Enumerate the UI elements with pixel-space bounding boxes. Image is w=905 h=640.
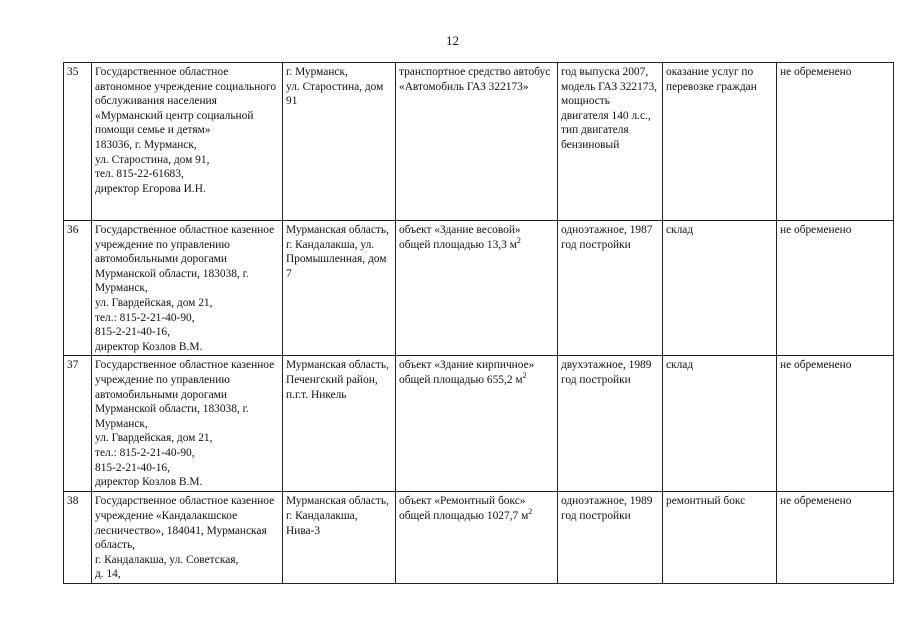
use-cell: склад bbox=[663, 221, 777, 356]
encumbrance-cell: не обременено bbox=[777, 221, 894, 356]
organization-cell: Государственное областное казенное учреждение «Кандалакшское лесничество», 184041, Мурманская область, г. Кандалакша, ул. Советская, д. 14, bbox=[92, 492, 283, 584]
characteristics-cell: одноэтажное, 1989 год постройки bbox=[558, 492, 663, 584]
object-unit-superscript: 2 bbox=[516, 235, 521, 245]
use-cell: ремонтный бокс bbox=[663, 492, 777, 584]
object-text: транспортное средство автобус «Автомобиль ГАЗ 322173» bbox=[399, 66, 551, 93]
object-cell bbox=[396, 492, 558, 584]
encumbrance-cell: не обременено bbox=[777, 63, 894, 221]
organization-cell: Государственное областное казенное учреждение по управлению автомобильными дорогами Мурманской области, 183038, г. Мурманск, ул. Гвардейская, дом 21, тел.: 815-2-21-40-90, 815-2-21-40-16, директор Козлов В.М. bbox=[92, 221, 283, 356]
address-cell: Мурманская область, Печенгский район, п.г.т. Никель bbox=[283, 356, 396, 492]
page-number: 12 bbox=[446, 33, 459, 48]
characteristics-cell: год выпуска 2007, модель ГАЗ 322173, мощность двигателя 140 л.с., тип двигателя бензиновый bbox=[558, 63, 663, 221]
characteristics-cell: одноэтажное, 1987 год постройки bbox=[558, 221, 663, 356]
encumbrance-cell: не обременено bbox=[777, 356, 894, 492]
object-unit-superscript: 2 bbox=[528, 507, 533, 517]
encumbrance-cell: не обременено bbox=[777, 492, 894, 584]
object-cell bbox=[396, 356, 558, 492]
characteristics-cell: двухэтажное, 1989 год постройки bbox=[558, 356, 663, 492]
table-row bbox=[64, 356, 894, 492]
address-cell: г. Мурманск, ул. Старостина, дом 91 bbox=[283, 63, 396, 221]
organization-cell: Государственное областное казенное учреждение по управлению автомобильными дорогами Мурманской области, 183038, г. Мурманск, ул. Гвардейская, дом 21, тел.: 815-2-21-40-90, 815-2-21-40-16, директор Козлов В.М. bbox=[92, 356, 283, 492]
organization-cell: Государственное областное автономное учреждение социального обслуживания населения «Мурманский центр социальной помощи семье и детям» 183036, г. Мурманск, ул. Старостина, дом 91, тел. 815-22-61683, директор Егорова И.Н. bbox=[92, 63, 283, 221]
row-number: 36 bbox=[64, 221, 92, 356]
row-number: 38 bbox=[64, 492, 92, 584]
object-text: объект «Здание кирпичное» общей площадью 655,2 м bbox=[399, 359, 535, 386]
table-row bbox=[64, 221, 894, 356]
object-text: объект «Здание весовой» общей площадью 13,3 м bbox=[399, 224, 521, 251]
use-cell: склад bbox=[663, 356, 777, 492]
table-row bbox=[64, 492, 894, 584]
row-number: 35 bbox=[64, 63, 92, 221]
object-unit-superscript: 2 bbox=[522, 371, 527, 381]
property-registry-table bbox=[63, 62, 894, 584]
use-cell: оказание услуг по перевозке граждан bbox=[663, 63, 777, 221]
address-cell: Мурманская область, г. Кандалакша, ул. Промышленная, дом 7 bbox=[283, 221, 396, 356]
row-number: 37 bbox=[64, 356, 92, 492]
object-cell bbox=[396, 221, 558, 356]
object-cell bbox=[396, 63, 558, 221]
address-cell: Мурманская область, г. Кандалакша, Нива-3 bbox=[283, 492, 396, 584]
table-row bbox=[64, 63, 894, 221]
object-text: объект «Ремонтный бокс» общей площадью 1027,7 м bbox=[399, 495, 529, 522]
